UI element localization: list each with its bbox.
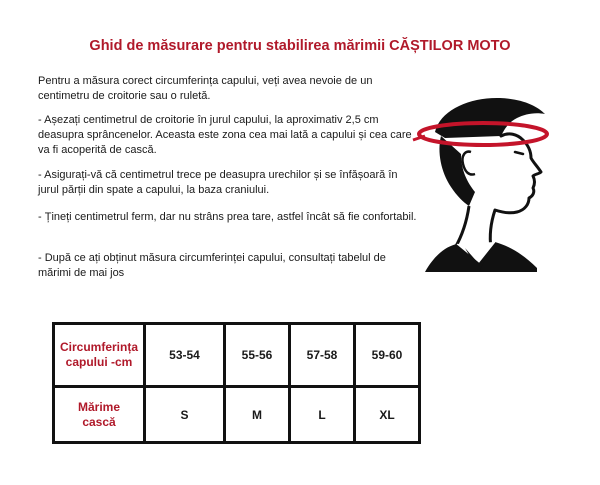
row-label-line-2: cască — [82, 414, 116, 429]
size-chart-table — [52, 322, 421, 444]
helmet-size-cell: L — [290, 387, 355, 443]
instruction-step-3: - Țineți centimetrul ferm, dar nu strâns prea tare, astfel încât să fie confortabil. — [38, 211, 417, 223]
helmet-size-cell: S — [145, 387, 225, 443]
circumference-cell: 59-60 — [355, 324, 420, 387]
instruction-step-1: - Așezați centimetrul de croitorie în jurul capului, la aproximativ 2,5 cm deasupra sprâncenelor. Aceasta este zona cea mai lată a capului și cea care va fi acoperită de cască. — [38, 114, 412, 156]
helmet-size-cell: XL — [355, 387, 420, 443]
helmet-size-row — [54, 387, 420, 443]
row-label-line-1: Mărime — [77, 399, 121, 414]
circumference-row — [54, 324, 420, 387]
circumference-cell: 53-54 — [145, 324, 225, 387]
circumference-row-label — [54, 324, 145, 387]
intro-paragraph: Pentru a măsura corect circumferința capului, veți avea nevoie de un centimetru de croitorie sau o ruletă. — [38, 75, 373, 102]
instruction-step-2: - Asigurați-vă că centimetrul trece pe deasupra urechilor și se înfășoară în jurul părții din spate a capului, la baza craniului. — [38, 169, 398, 196]
helmet-size-row-label — [54, 387, 145, 443]
head-profile-measuring-tape-icon — [405, 92, 595, 272]
helmet-size-cell: M — [225, 387, 290, 443]
circumference-cell: 55-56 — [225, 324, 290, 387]
circumference-cell: 57-58 — [290, 324, 355, 387]
row-label-line-1: Circumferința — [59, 340, 139, 354]
row-label-line-2: capului -cm — [65, 355, 133, 369]
instruction-step-4: - După ce ați obținut măsura circumferinței capului, consultați tabelul de mărimi de mai jos — [38, 252, 386, 279]
page-title: Ghid de măsurare pentru stabilirea mărimii CĂȘTILOR MOTO — [89, 38, 511, 54]
